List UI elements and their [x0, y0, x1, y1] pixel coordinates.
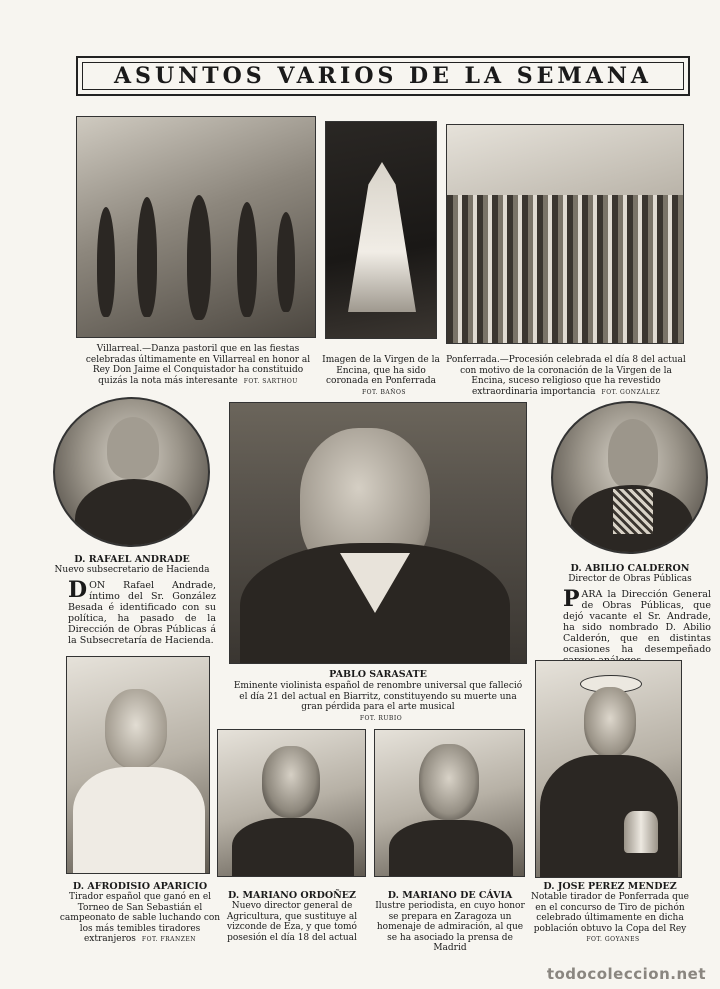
andrade-portrait: [53, 397, 210, 547]
sarasate-name: PABLO SARASATE: [329, 669, 427, 680]
ordonez-name: D. MARIANO ORDOÑEZ: [228, 890, 356, 901]
ordonez-portrait: [217, 729, 366, 877]
page-banner: [76, 56, 690, 96]
cavia-caption: Ilustre periodista, en cuyo honor se prepara en Zaragoza un homenaje de admiración, al que se ha asociado la prensa de Madrid: [375, 901, 525, 953]
andrade-drop-cap: D: [68, 577, 88, 603]
aparicio-name: D. AFRODISIO APARICIO: [72, 881, 208, 892]
andrade-text: DON Rafael Andrade, íntimo del Sr. González Besada é identificado con su política, ha pasado de la Dirección de Obras Públicas á la Subsecretaría de Hacienda.: [68, 577, 216, 646]
aparicio-caption: Tirador español que ganó en el Torneo de San Sebastián el campeonato de sable luchando con los más temibles tiradores extranjeros FOT. FRANZEN: [59, 892, 221, 944]
cavia-portrait: [374, 729, 525, 877]
ponferrada-photo: [446, 124, 684, 344]
calderon-name: D. ABILIO CALDERON: [570, 563, 690, 574]
virgen-photo: [325, 121, 437, 339]
calderon-text: PARA la Dirección General de Obras Públicas, que dejó vacante el Sr. Andrade, ha sido nombrado D. Abilio Calderón, que en distintas ocasiones ha desempeñado: [563, 586, 711, 655]
andrade-title: Nuevo subsecretario de Hacienda: [54, 565, 210, 575]
perez-portrait: [535, 660, 682, 878]
perez-name: D. JOSE PEREZ MENDEZ: [543, 881, 677, 892]
sarasate-portrait: [229, 402, 527, 664]
cavia-name: D. MARIANO DE CÁVIA: [387, 890, 513, 901]
watermark: todocoleccion.net: [546, 965, 706, 983]
page-title: ASUNTOS VARIOS DE LA SEMANA: [113, 63, 652, 89]
aparicio-portrait: [66, 656, 210, 874]
andrade-name: D. RAFAEL ANDRADE: [74, 554, 190, 565]
ponferrada-caption: Ponferrada.—Procesión celebrada el día 8 del actual con motivo de la coronación de la Virgen de la Encina, suceso religioso que ha revestido extraordinaria importancia FOT. GONZÁLEZ: [446, 355, 686, 397]
ordonez-caption: Nuevo director general de Agricultura, que sustituye al vizconde de Eza, y que tomó posesión el día 18 del actual: [226, 901, 358, 943]
villarreal-photo: [76, 116, 316, 338]
sarasate-caption: Eminente violinista español de renombre universal que falleció el día 21 del actual en Biarritz, constituyendo su muerte una gran pérdida para el arte musical FOT. RUBIO: [233, 681, 523, 722]
villarreal-caption: Villarreal.—Danza pastoril que en las fiestas celebradas últimamente en Villarreal en honor al Rey Don Jaime el Conquistador ha constituido quizás la nota más interesante FOT. SARTHOU: [85, 344, 311, 386]
virgen-caption: Imagen de la Virgen de la Encina, que ha sido coronada en Ponferrada FOT. BAÑOS: [322, 355, 440, 396]
perez-caption: Notable tirador de Ponferrada que en el concurso de Tiro de pichón celebrado últimamente en dicha población obtuvo la Copa del Rey FOT. GOYANES: [531, 892, 689, 943]
calderon-title: Director de Obras Públicas: [568, 574, 692, 584]
calderon-drop-cap: P: [563, 586, 580, 612]
calderon-portrait: [551, 401, 708, 554]
